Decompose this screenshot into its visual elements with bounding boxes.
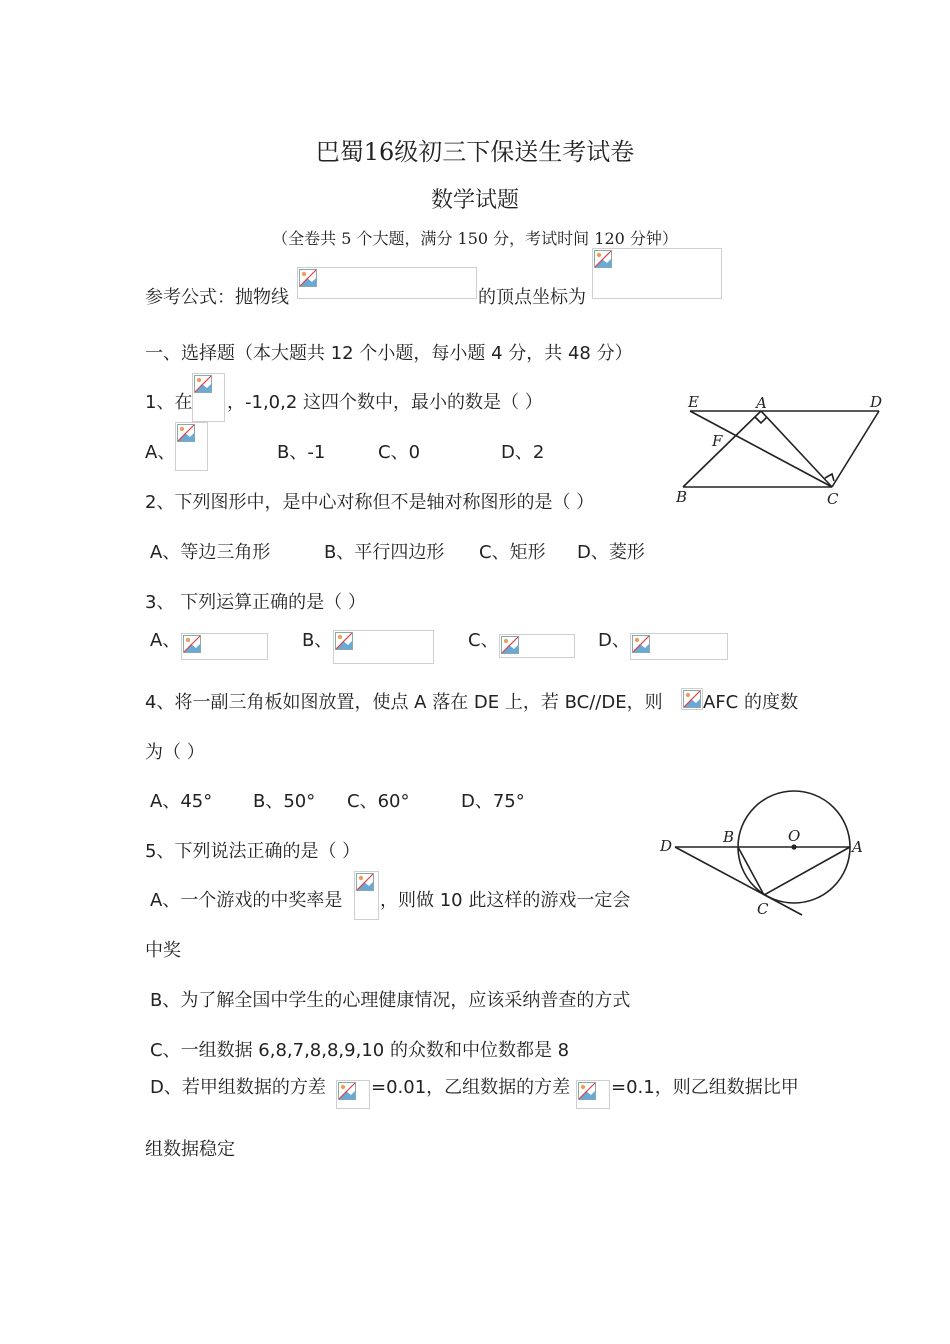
- line-ac: [764, 847, 850, 895]
- page-title: 巴蜀16级初三下保送生考试卷: [315, 138, 635, 166]
- broken-image-icon: [335, 632, 353, 650]
- label-a: A: [756, 394, 767, 412]
- line-ac: [761, 411, 832, 487]
- q5-option-a-start: A、一个游戏的中奖率是: [150, 890, 343, 911]
- label-d2: D: [660, 837, 673, 855]
- broken-image-icon: [501, 636, 519, 654]
- q2-stem: 2、下列图形中，是中心对称但不是轴对称图形的是（ ）: [145, 492, 595, 513]
- label-a2: A: [852, 838, 863, 856]
- q1-stem-start: 1、在: [145, 392, 193, 413]
- q2-option-b: B、平行四边形: [324, 542, 445, 563]
- vertex-formula-image: [592, 248, 722, 299]
- q5-probability-image: [354, 871, 379, 920]
- q3-option-a: A、: [150, 630, 181, 651]
- broken-image-icon: [183, 635, 201, 653]
- q4-stem-middle: AFC 的度数: [703, 692, 798, 713]
- line-dc: [832, 411, 879, 487]
- label-b: B: [676, 488, 688, 506]
- broken-image-icon: [194, 375, 212, 393]
- q4-option-d: D、75°: [461, 791, 525, 812]
- formula-image: [297, 267, 477, 299]
- broken-image-icon: [299, 269, 317, 287]
- q3-option-c: C、: [468, 630, 499, 651]
- broken-image-icon: [356, 873, 374, 891]
- q4-stem-end: 为（ ）: [145, 742, 205, 763]
- broken-image-icon: [632, 635, 650, 653]
- label-f: F: [712, 432, 723, 450]
- q5-variance-b-image: [576, 1080, 610, 1109]
- triangle-figure: [668, 390, 893, 515]
- right-angle-a: [755, 417, 767, 423]
- broken-image-icon: [338, 1082, 356, 1100]
- q2-option-c: C、矩形: [479, 542, 546, 563]
- broken-image-icon: [683, 690, 701, 708]
- q1-option-c: C、0: [378, 442, 421, 463]
- q3-option-a-image: [181, 633, 268, 660]
- exam-note: （全卷共 5 个大题，满分 150 分，考试时间 120 分钟）: [272, 229, 678, 248]
- q1-stem-end: ，-1,0,2 这四个数中，最小的数是（ ）: [227, 392, 543, 413]
- q5-option-a-end: 中奖: [145, 940, 181, 961]
- broken-image-icon: [177, 424, 195, 442]
- circle-figure: [650, 785, 880, 920]
- q5-option-c: C、一组数据 6,8,7,8,8,9,10 的众数和中位数都是 8: [150, 1040, 570, 1061]
- q1-option-a-image: [175, 422, 208, 471]
- q2-option-d: D、菱形: [577, 542, 645, 563]
- formula-middle: 的顶点坐标为: [478, 287, 586, 308]
- q5-stem: 5、下列说法正确的是（ ）: [145, 841, 361, 862]
- label-e: E: [688, 393, 699, 411]
- q5-option-d-start: D、若甲组数据的方差: [150, 1077, 326, 1098]
- q4-option-b: B、50°: [253, 791, 316, 812]
- q5-option-d-middle: =0.01，乙组数据的方差: [371, 1077, 571, 1098]
- broken-image-icon: [594, 250, 612, 268]
- center-point: [791, 844, 796, 849]
- page-subtitle: 数学试题: [430, 188, 519, 213]
- label-b2: B: [723, 828, 735, 846]
- q5-variance-a-image: [336, 1080, 370, 1109]
- q5-option-d-end: =0.1，则乙组数据比甲: [611, 1077, 799, 1098]
- q5-option-d-continued: 组数据稳定: [145, 1139, 235, 1160]
- q3-option-c-image: [499, 634, 575, 658]
- formula-prefix: 参考公式：抛物线: [145, 287, 289, 308]
- q1-number-image: [192, 373, 225, 422]
- q4-angle-image: [681, 688, 703, 710]
- q3-option-d-image: [630, 633, 728, 660]
- q3-option-b: B、: [302, 630, 333, 651]
- q1-option-b: B、-1: [277, 442, 326, 463]
- label-c2: C: [757, 900, 769, 918]
- q4-option-c: C、60°: [347, 791, 410, 812]
- q5-option-b: B、为了解全国中学生的心理健康情况，应该采纳普查的方式: [150, 990, 631, 1011]
- q4-option-a: A、45°: [150, 791, 213, 812]
- q5-option-a-middle: ，则做 10 此这样的游戏一定会: [380, 890, 631, 911]
- q2-option-a: A、等边三角形: [150, 542, 271, 563]
- section-heading: 一、选择题（本大题共 12 个小题，每小题 4 分，共 48 分）: [145, 343, 633, 364]
- q3-option-b-image: [333, 630, 434, 664]
- q4-stem-start: 4、将一副三角板如图放置，使点 A 落在 DE 上，若 BC//DE，则: [145, 692, 663, 713]
- label-c: C: [827, 490, 839, 508]
- label-o: O: [788, 827, 801, 845]
- q3-option-d: D、: [598, 630, 630, 651]
- q1-option-d: D、2: [501, 442, 545, 463]
- q3-stem: 3、 下列运算正确的是（ ）: [145, 592, 366, 613]
- broken-image-icon: [578, 1082, 596, 1100]
- q1-option-a: A、: [145, 442, 176, 463]
- label-d: D: [870, 393, 883, 411]
